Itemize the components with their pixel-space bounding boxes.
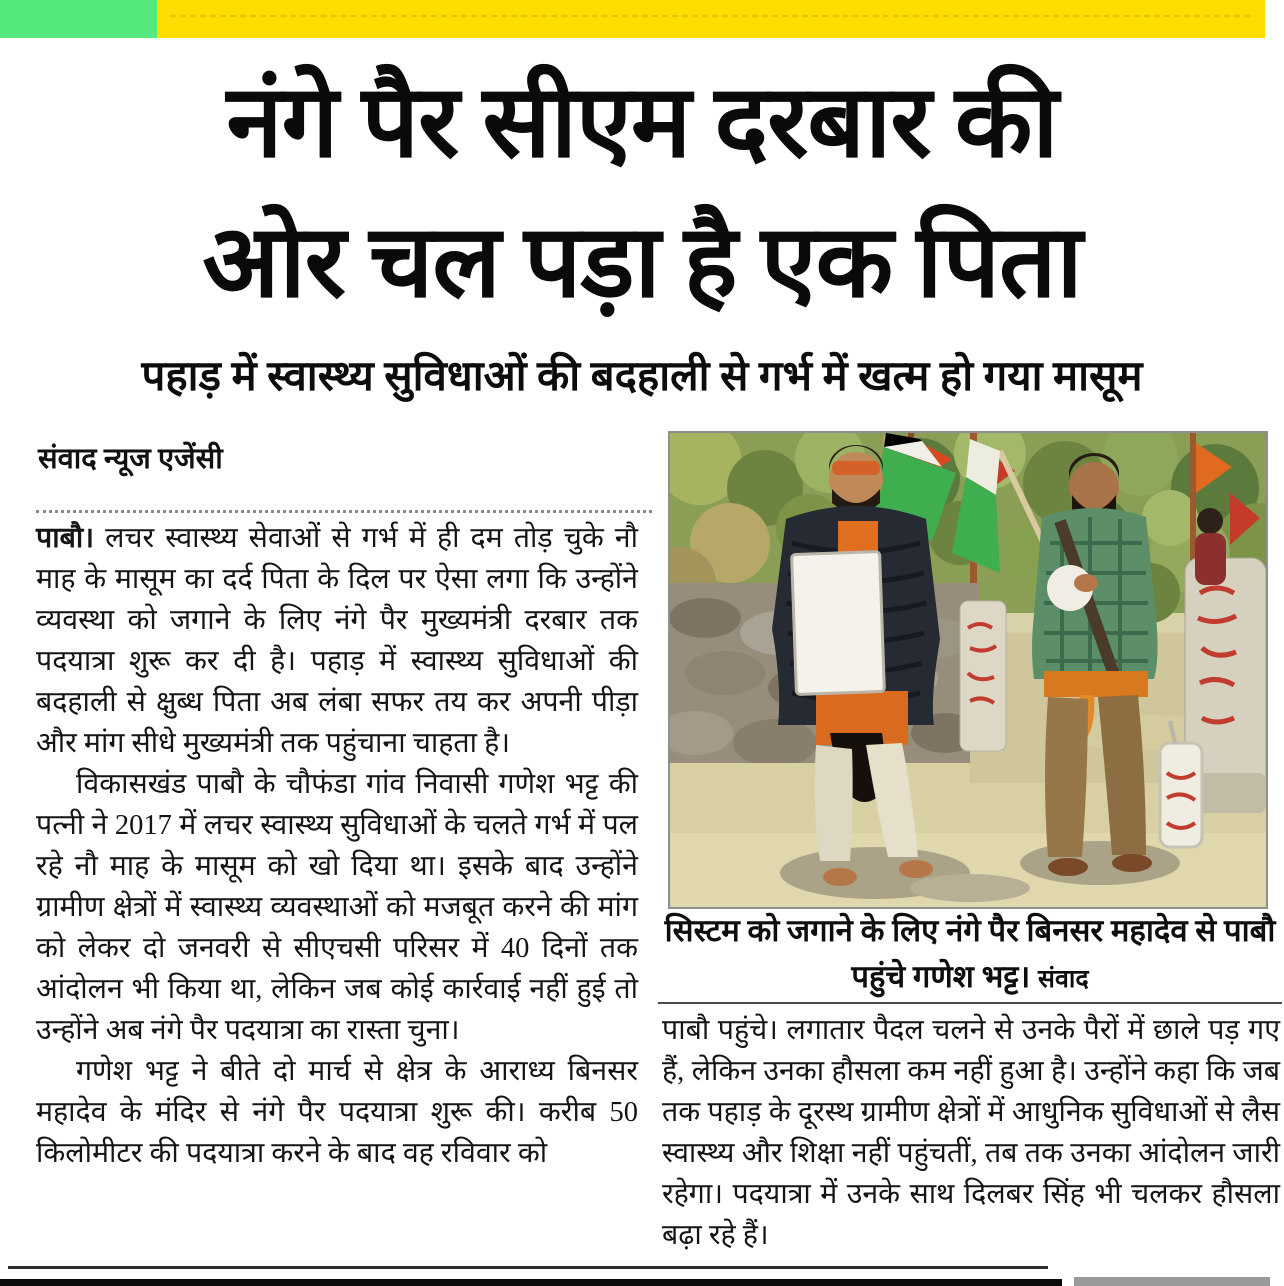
article-paragraph: विकासखंड पाबौ के चौफंडा गांव निवासी गणेश भट्ट की पत्नी ने 2017 में लचर स्वास्थ्य सुविधाओं के चलते गर्भ में पल रहे नौ माह के मासूम को खो दिया था। इसके बाद उन्होंने ग्रामीण क्षेत्रों में स्वास्थ्य व्यवस्थाओं को मजबूत करने की मांग को लेकर दो जनवरी से सीएचसी परिसर में 40 दिनों तक आंदोलन भी किया था, लेकिन जब कोई कार्रवाई नहीं हुई तो उन्होंने अब नंगे पैर पदयात्रा का रास्ता चुना। <box>36 769 638 1046</box>
next-article-top-border <box>8 1266 1048 1269</box>
article-paragraph: गणेश भट्ट ने बीते दो मार्च से क्षेत्र के आराध्य बिनसर महादेव के मंदिर से नंगे पैर पदयात्रा शुरू की। करीब 50 किलोमीटर की पदयात्रा करने के बाद वह रविवार को <box>36 1056 638 1169</box>
stone-marker-middle <box>960 601 1006 751</box>
next-article-black-bar <box>0 1279 1062 1286</box>
article-right-column <box>662 1010 1280 1256</box>
waist-sash <box>1044 671 1148 697</box>
bystander <box>1195 508 1226 585</box>
placard <box>792 552 885 695</box>
accent-green-block <box>0 0 157 38</box>
subheadline: पहाड़ में स्वास्थ्य सुविधाओं की बदहाली से गर्भ में खत्म हो गया मासूम <box>141 354 1143 400</box>
sandal <box>1048 858 1088 876</box>
article-paragraph <box>36 518 638 764</box>
top-accent-bar <box>0 0 1284 38</box>
accent-yellow-strip <box>157 0 1265 38</box>
photo-caption <box>656 908 1284 1003</box>
photo-credit: संवाद <box>1038 966 1089 993</box>
article-paragraph: पाबौ पहुंचे। लगातार पैदल चलने से उनके पैरों में छाले पड़ गए हैं, लेकिन उनका हौसला कम नहीं हुआ है। उन्होंने कहा कि जब तक पहाड़ के दूरस्थ ग्रामीण क्षेत्रों में आधुनिक सुविधाओं से लैस स्वास्थ्य और शिक्षा नहीं पहुंचतीं, तब तक उनका आंदोलन जारी रहेगा। पदयात्रा में उनके साथ दिलबर सिंह भी चलकर हौसला बढ़ा रहे हैं। <box>662 1015 1280 1251</box>
accent-dashed-line <box>170 15 1250 17</box>
sandal <box>1112 854 1152 872</box>
accent-bar-graphic <box>0 0 1284 38</box>
page-title <box>30 52 1254 332</box>
next-article-gray-bar <box>1074 1277 1270 1286</box>
byline-divider <box>36 510 652 513</box>
byline: संवाद न्यूज एजेंसी <box>38 443 223 475</box>
caption-divider <box>658 1002 1282 1004</box>
photo-caption-text: सिस्टम को जगाने के लिए नंगे पैर बिनसर महादेव से पाबौ पहुंचे गणेश भट्ट। <box>664 913 1276 994</box>
bare-foot <box>823 868 857 886</box>
headline-line-1: नंगे पैर सीएम दरबार की <box>226 66 1058 178</box>
article-photo <box>670 433 1266 907</box>
paragraph-text: लचर स्वास्थ्य सेवाओं से गर्भ में ही दम तोड़ चुके नौ माह के मासूम का दर्द पिता के दिल पर ऐसा लगा कि उन्होंने व्यवस्था को जगाने के लिए नंगे पैर मुख्यमंत्री दरबार तक पदयात्रा शुरू कर दी है। पहाड़ में स्वास्थ्य सुविधाओं की बदहाली से क्षुब्ध पिता अब लंबा सफर तय कर अपनी पीड़ा और मांग सीधे मुख्यमंत्री तक पहुंचाना चाहता है। <box>36 523 638 759</box>
bare-foot <box>899 860 933 878</box>
headline-line-2: ओर चल पड़ा है एक पिता <box>202 206 1082 318</box>
dateline: पाबौ। <box>36 523 95 554</box>
article-photo-frame <box>668 431 1268 909</box>
article-left-column <box>36 518 638 1174</box>
